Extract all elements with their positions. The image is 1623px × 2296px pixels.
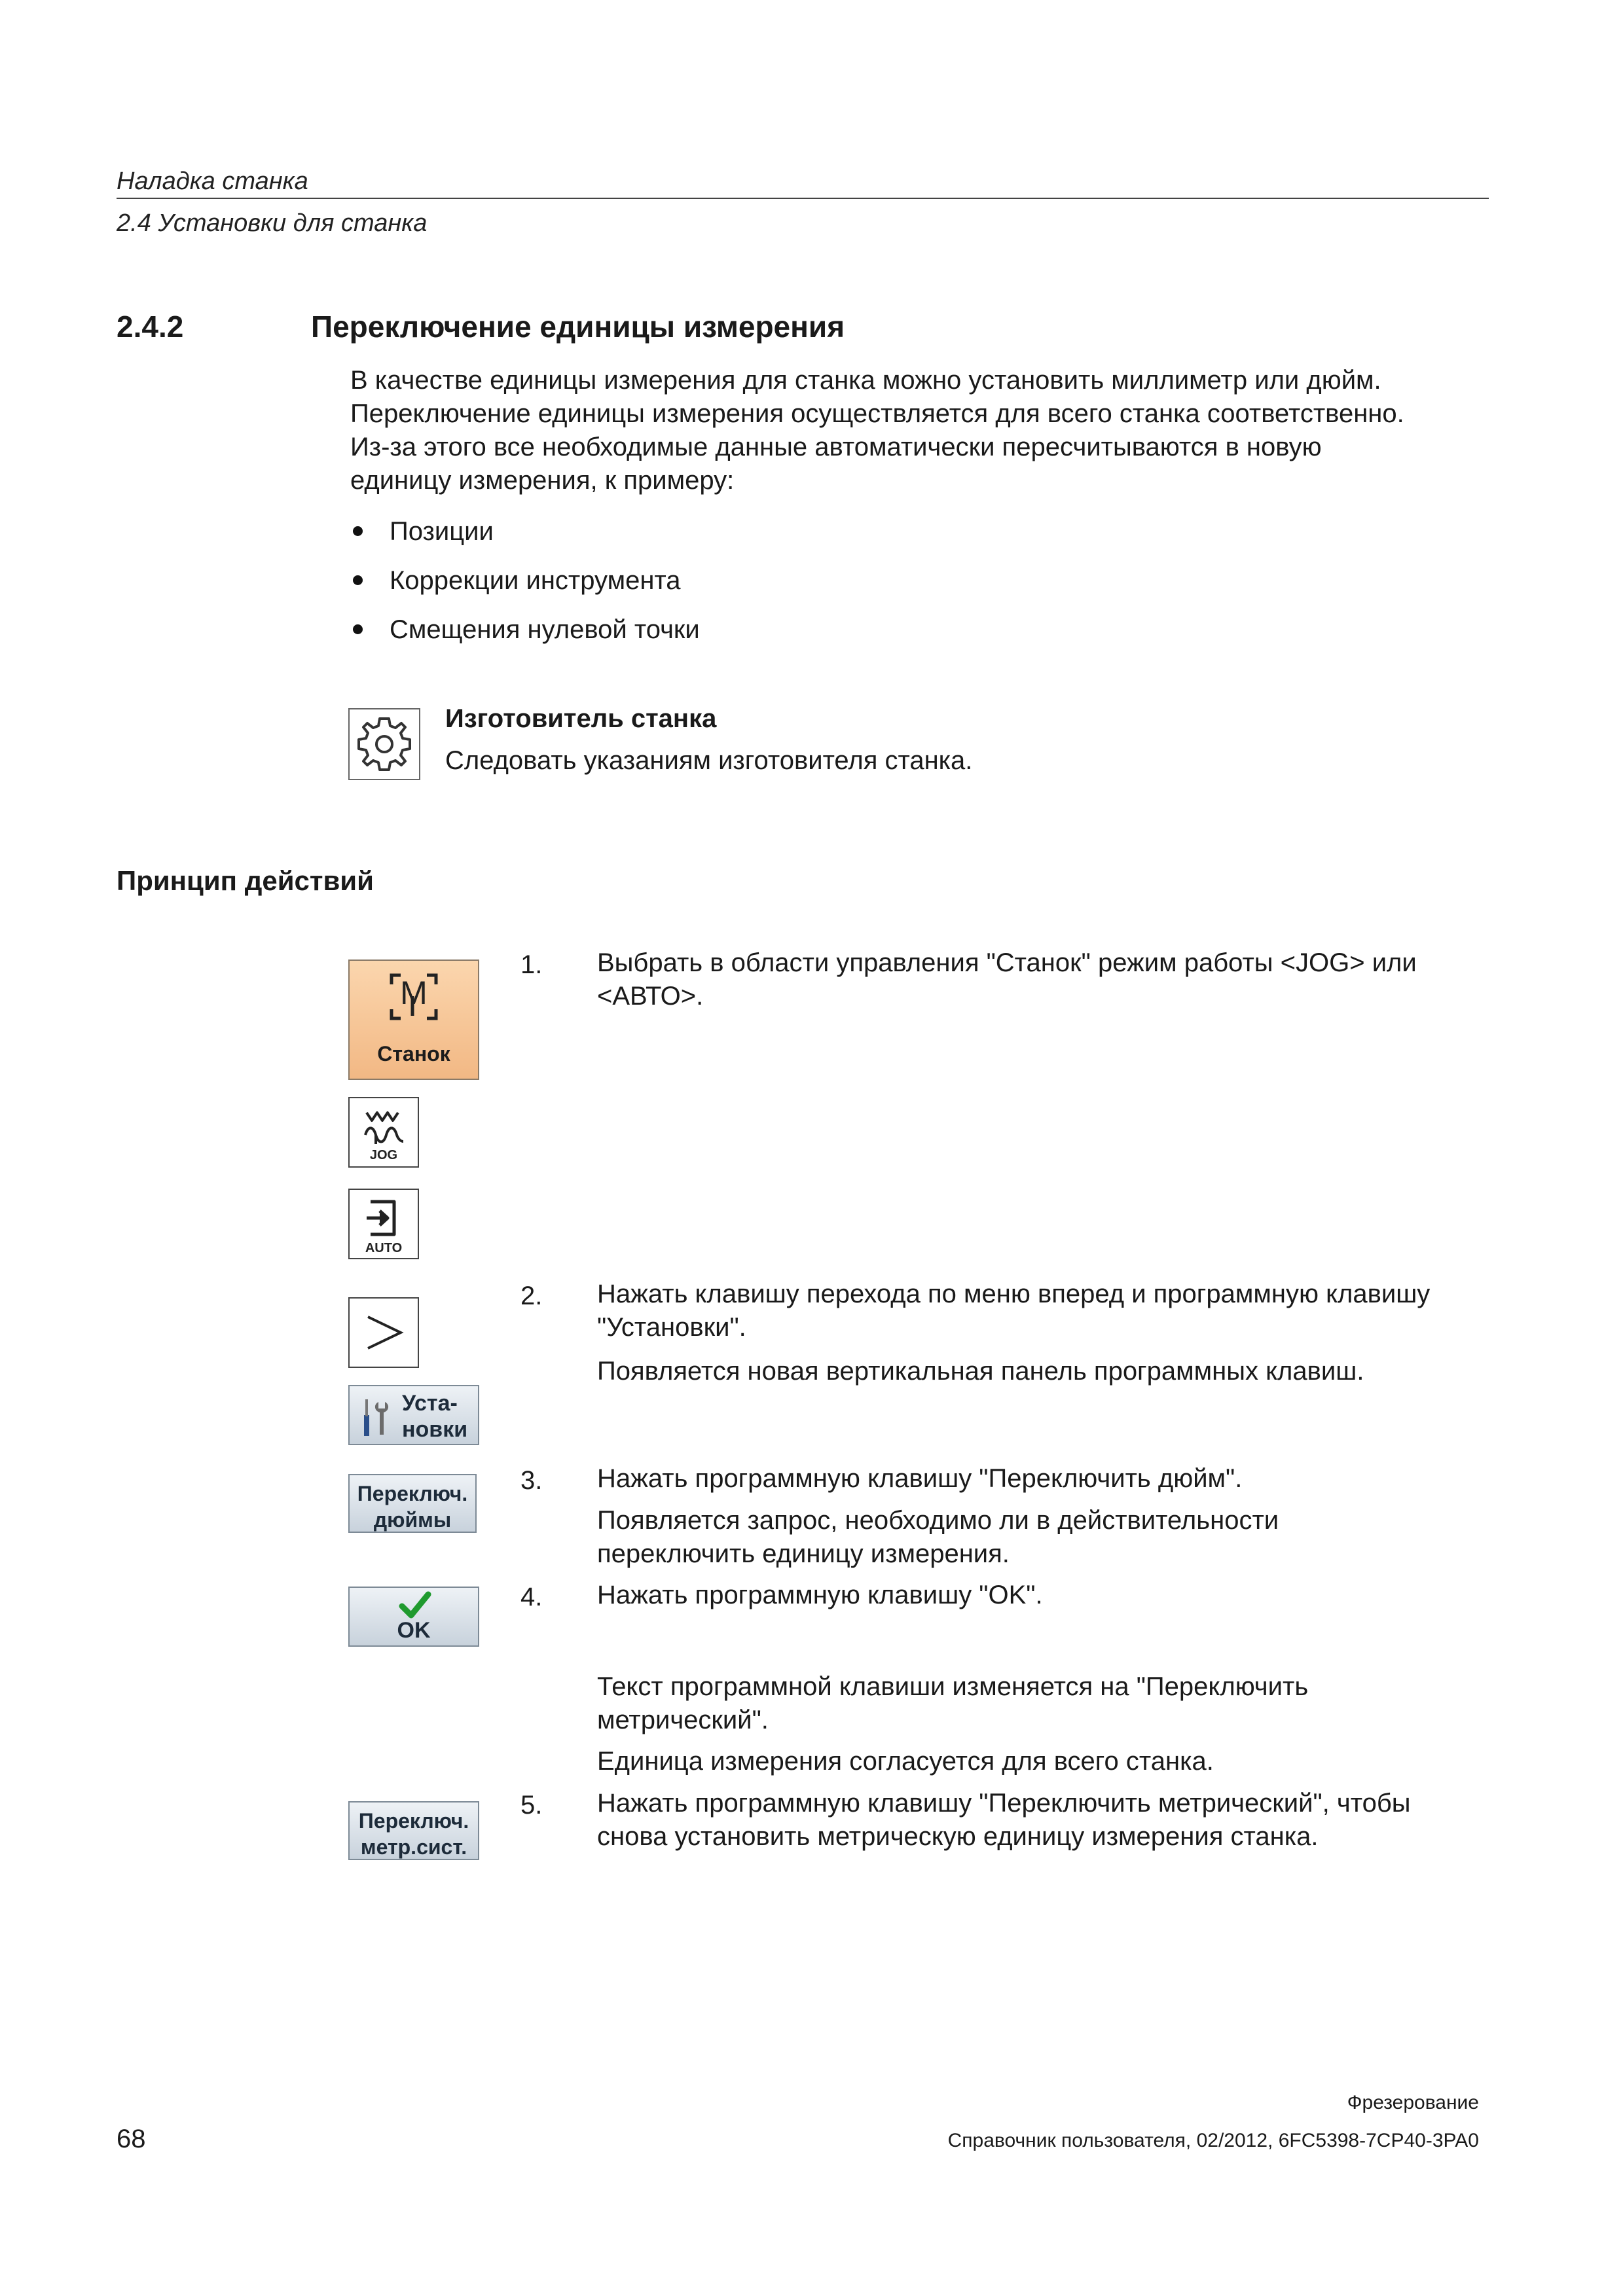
step-number: 1. [520, 950, 543, 979]
step-text [597, 1579, 1487, 1612]
switch-inch-softkey[interactable] [348, 1474, 477, 1533]
intro-paragraph [350, 364, 1476, 497]
section-number: 2.4.2 [117, 310, 184, 344]
step-result: Единица измерения согласуется для всего станка. [597, 1747, 1214, 1776]
step-line: <АВТО>. [597, 982, 704, 1011]
intro-line: Из-за этого все необходимые данные автоматически пересчитываются в новую [350, 433, 1322, 461]
ok-softkey[interactable] [348, 1587, 479, 1647]
running-header-section: 2.4 Установки для станка [117, 209, 428, 237]
bullet-text: Смещения нулевой точки [390, 615, 700, 644]
switch-inch-label [350, 1475, 475, 1533]
bullet-dot [353, 526, 363, 536]
machine-area-button[interactable] [348, 960, 479, 1080]
step-result-line: Появляется запрос, необходимо ли в действительности [597, 1506, 1279, 1535]
switch-metric-label [350, 1803, 478, 1860]
step-line: "Установки". [597, 1313, 746, 1342]
jog-label: JOG [369, 1148, 398, 1162]
step-result: Появляется новая вертикальная панель программных клавиш. [597, 1357, 1364, 1386]
bullet-text: Коррекции инструмента [390, 566, 681, 595]
step-result [597, 1504, 1487, 1571]
auto-button[interactable] [348, 1189, 419, 1259]
machine-icon [389, 973, 439, 1021]
intro-line: Переключение единицы измерения осуществляется для всего станка соответственно. [350, 399, 1404, 428]
ok-softkey-label: OK [397, 1618, 431, 1643]
intro-line: В качестве единицы измерения для станка можно установить миллиметр или дюйм. [350, 366, 1381, 395]
switch-metric-label-line: Переключ. [358, 1809, 469, 1833]
step-line: Нажать программную клавишу "Переключить дюйм". [597, 1464, 1243, 1493]
note-title: Изготовитель станка [445, 704, 717, 733]
footer-product: Фрезерование [1347, 2092, 1479, 2113]
step-line: Выбрать в области управления "Станок" режим работы <JOG> или [597, 948, 1417, 977]
switch-metric-label-line: метр.сист. [360, 1835, 467, 1859]
step-number: 4. [520, 1583, 543, 1611]
bullet-item [390, 567, 681, 594]
step-result-line: переключить единицу измерения. [597, 1539, 1010, 1568]
jog-icon [361, 1106, 407, 1147]
intro-line: единицу измерения, к примеру: [350, 466, 735, 495]
header-rule [117, 198, 1489, 199]
step-result-line: Текст программной клавиши изменяется на "Переключить [597, 1672, 1309, 1701]
auto-label: AUTO [365, 1241, 403, 1255]
footer-document: Справочник пользователя, 02/2012, 6FC5398-7CP40-3PA0 [947, 2130, 1479, 2151]
settings-softkey[interactable] [348, 1385, 479, 1445]
step-result [597, 1670, 1487, 1737]
bullet-item [390, 617, 700, 643]
settings-label-line: Уста- [402, 1391, 458, 1416]
switch-metric-softkey[interactable] [348, 1801, 479, 1860]
step-line: снова установить метрическую единицу измерения станка. [597, 1822, 1319, 1851]
settings-softkey-label [402, 1390, 474, 1443]
step-line: Нажать программную клавишу "Переключить метрический", чтобы [597, 1789, 1411, 1818]
bullet-text: Позиции [390, 517, 494, 546]
step-line: Нажать клавишу перехода по меню вперед и программную клавишу [597, 1280, 1431, 1308]
note-text: Следовать указаниям изготовителя станка. [445, 746, 973, 775]
machine-glyph: M [400, 975, 428, 1011]
switch-inch-label-line: Переключ. [357, 1482, 468, 1505]
auto-icon [361, 1196, 407, 1240]
chevron-right-icon [364, 1312, 406, 1354]
switch-inch-label-line: дюймы [373, 1508, 452, 1532]
bullet-dot [353, 624, 363, 634]
checkmark-icon [398, 1590, 432, 1621]
settings-label-line: новки [402, 1417, 468, 1442]
machine-area-label: Станок [377, 1042, 450, 1066]
step-text [597, 946, 1487, 1013]
tools-icon [359, 1395, 392, 1439]
step-text [597, 1278, 1487, 1344]
section-title: Переключение единицы измерения [311, 310, 845, 344]
step-number: 2. [520, 1282, 543, 1310]
gear-icon [348, 708, 420, 780]
bullet-item [390, 518, 494, 545]
menu-forward-button[interactable] [348, 1297, 419, 1368]
step-result-line: метрический". [597, 1706, 769, 1734]
page-number: 68 [117, 2125, 146, 2153]
jog-button[interactable] [348, 1097, 419, 1168]
step-number: 5. [520, 1791, 543, 1820]
step-text [597, 1462, 1487, 1496]
step-text [597, 1787, 1487, 1854]
subsection-title: Принцип действий [117, 865, 374, 896]
step-line: Нажать программную клавишу "OK". [597, 1581, 1043, 1609]
running-header-chapter: Наладка станка [117, 168, 308, 195]
bullet-dot [353, 575, 363, 585]
step-number: 3. [520, 1466, 543, 1495]
